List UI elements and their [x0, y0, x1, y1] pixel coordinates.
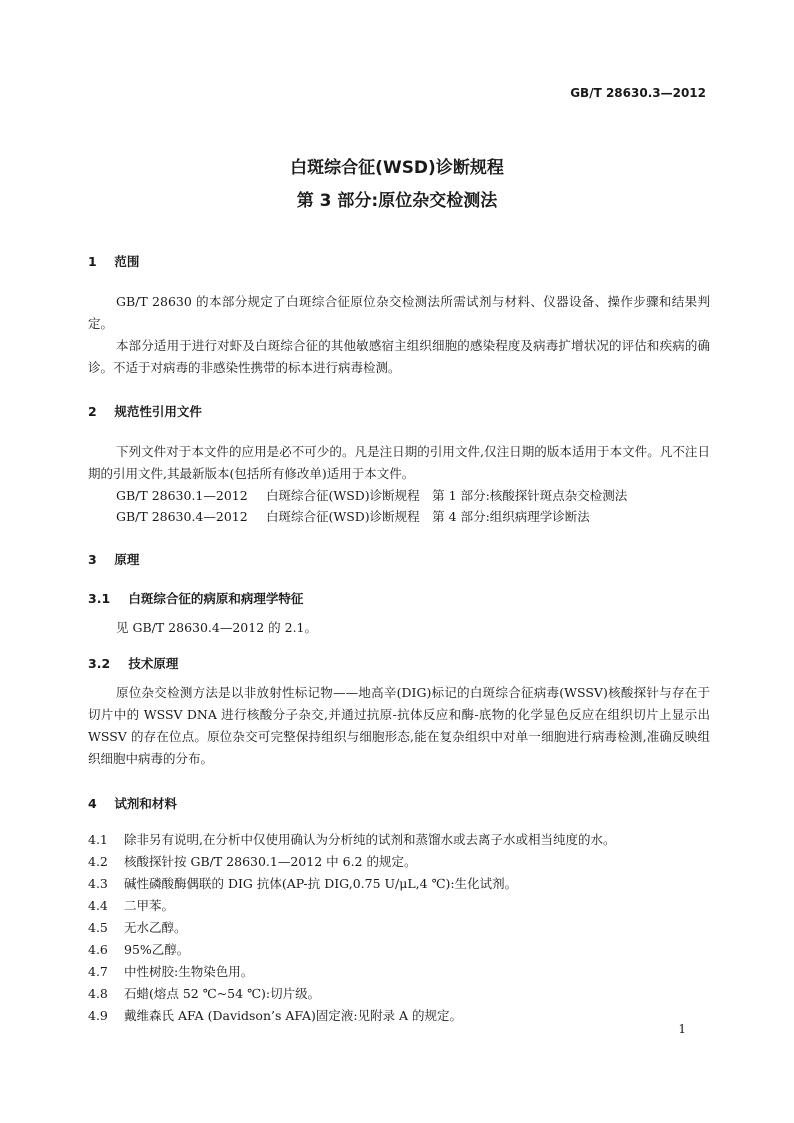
section-title: 试剂和材料	[114, 796, 177, 811]
item-text: 中性树胶:生物染色用。	[124, 964, 254, 979]
item-number: 4.4	[88, 898, 108, 913]
section-number: 3	[88, 552, 97, 567]
item-text: 碱性磷酸酶偶联的 DIG 抗体(AP-抗 DIG,0.75 U/μL,4 ℃):生化试剂。	[124, 876, 518, 891]
subsection-heading-3-1	[88, 589, 303, 607]
paragraph: 下列文件对于本文件的应用是必不可少的。凡是注日期的引用文件,仅注日期的版本适用于本文件。凡不注日期的引用文件,其最新版本(包括所有修改单)适用于本文件。	[88, 444, 710, 481]
section-number: 4	[88, 796, 97, 811]
normative-reference	[88, 506, 738, 528]
paragraph: 原位杂交检测方法是以非放射性标记物——地高辛(DIG)标记的白斑综合征病毒(WSSV)核酸探针与存在于切片中的 WSSV DNA 进行核酸分子杂交,并通过抗原-抗体反应和酶-底物的化学显色反应在组织切片上显示出 WSSV 的存在位点。原位杂交可完整保持组织与细胞形态,能在复杂组织中对单一细胞进行病毒检测,准确反映组织细胞中病毒的分布。	[88, 685, 710, 766]
list-item	[88, 984, 320, 1002]
document-title: 白斑综合征(WSD)诊断规程	[290, 158, 504, 178]
item-number: 4.5	[88, 920, 108, 935]
section-heading-3	[88, 550, 139, 568]
list-item	[88, 918, 187, 936]
page-number: 1	[678, 1022, 686, 1036]
paragraph: 本部分适用于进行对虾及白斑综合征的其他敏感宿主组织细胞的感染程度及病毒扩增状况的评估和疾病的确诊。不适于对病毒的非感染性携带的标本进行病毒检测。	[88, 338, 710, 375]
section-number: 2	[88, 404, 97, 419]
normative-reference	[88, 485, 738, 507]
item-text: 除非另有说明,在分析中仅使用确认为分析纯的试剂和蒸馏水或去离子水或相当纯度的水。	[124, 832, 616, 847]
list-item	[88, 1006, 462, 1024]
item-number: 4.7	[88, 964, 108, 979]
subsection-number: 3.1	[88, 591, 111, 606]
item-number: 4.6	[88, 942, 108, 957]
section-heading-2	[88, 402, 202, 420]
section-heading-1	[88, 252, 139, 270]
list-item	[88, 852, 416, 870]
reference-code: GB/T 28630.4—2012	[116, 509, 248, 524]
section-title: 原理	[114, 552, 140, 567]
item-text: 95%乙醇。	[124, 942, 190, 957]
section-heading-4	[88, 794, 177, 812]
subsection-title: 技术原理	[128, 656, 179, 671]
list-item	[88, 962, 253, 980]
item-text: 核酸探针按 GB/T 28630.1—2012 中 6.2 的规定。	[124, 854, 417, 869]
paragraph: 见 GB/T 28630.4—2012 的 2.1。	[116, 620, 317, 635]
item-number: 4.9	[88, 1008, 108, 1023]
item-number: 4.2	[88, 854, 108, 869]
item-number: 4.3	[88, 876, 108, 891]
paragraph: GB/T 28630 的本部分规定了白斑综合征原位杂交检测法所需试剂与材料、仪器设备、操作步骤和结果判定。	[88, 294, 710, 331]
item-number: 4.1	[88, 832, 108, 847]
section-title: 范围	[114, 254, 140, 269]
list-item	[88, 830, 615, 848]
item-text: 二甲苯。	[124, 898, 175, 913]
subsection-title: 白斑综合征的病原和病理学特征	[128, 591, 304, 606]
document-subtitle: 第 3 部分:原位杂交检测法	[296, 191, 498, 211]
section-title: 规范性引用文件	[114, 404, 202, 419]
item-text: 戴维森氏 AFA (Davidson’s AFA)固定液:见附录 A 的规定。	[124, 1008, 463, 1023]
section-number: 1	[88, 254, 97, 269]
item-number: 4.8	[88, 986, 108, 1001]
item-text: 无水乙醇。	[124, 920, 187, 935]
reference-code: GB/T 28630.1—2012	[116, 488, 248, 503]
list-item	[88, 940, 189, 958]
standard-code: GB/T 28630.3—2012	[570, 86, 706, 100]
subsection-heading-3-2	[88, 654, 178, 672]
reference-title: 白斑综合征(WSD)诊断规程 第 1 部分:核酸探针斑点杂交检测法	[266, 488, 628, 503]
subsection-number: 3.2	[88, 656, 111, 671]
list-item	[88, 896, 174, 914]
item-text: 石蜡(熔点 52 ℃~54 ℃):切片级。	[124, 986, 321, 1001]
list-item	[88, 874, 517, 892]
reference-title: 白斑综合征(WSD)诊断规程 第 4 部分:组织病理学诊断法	[266, 509, 590, 524]
